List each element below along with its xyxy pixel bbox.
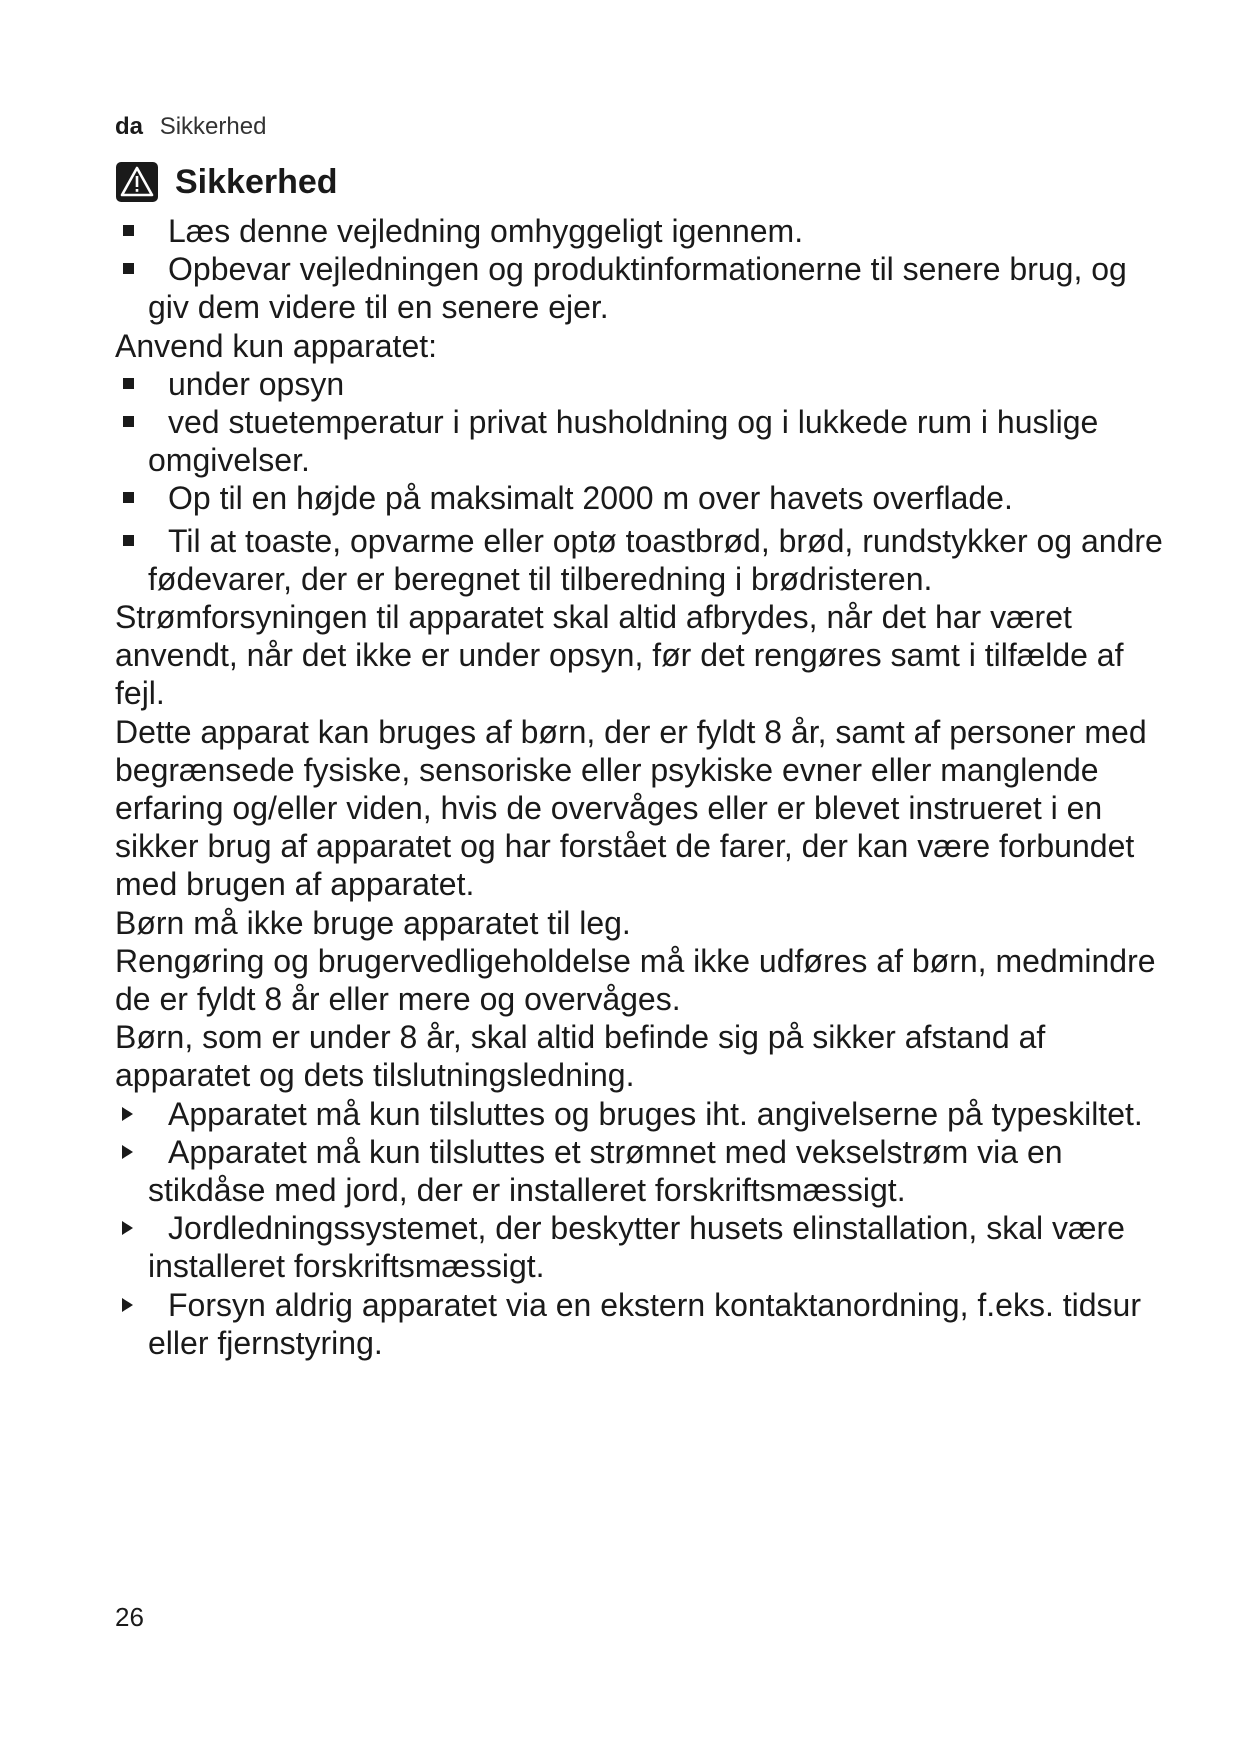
list-item-text: under opsyn <box>168 365 345 402</box>
list-item <box>115 250 1165 326</box>
list-item-text: ved stuetemperatur i privat husholdning og i lukkede rum i huslige omgivelser. <box>148 404 1099 479</box>
arrow-right-icon <box>122 1221 133 1235</box>
list-item <box>115 403 1165 479</box>
list-item <box>115 479 1165 517</box>
list-item-text: Op til en højde på maksimalt 2000 m over havets overflade. <box>168 480 1013 517</box>
square-bullet-icon <box>123 225 134 236</box>
paragraph: Børn må ikke bruge apparatet til leg. <box>115 904 631 941</box>
paragraph: Rengøring og brugervedligeholdelse må ikke udføres af børn, medmindre de er fyldt 8 år eller mere og overvåges. <box>115 942 1156 1018</box>
page-title: Sikkerhed <box>175 163 338 201</box>
paragraph: Anvend kun apparatet: <box>115 327 438 364</box>
warning-triangle-icon <box>115 161 159 203</box>
action-item-text: Apparatet må kun tilsluttes et strømnet med vekselstrøm via en stikdåse med jord, der er installeret forskriftsmæssigt. <box>148 1133 1063 1209</box>
square-bullet-icon <box>123 535 134 546</box>
paragraph: Børn, som er under 8 år, skal altid befinde sig på sikker afstand af apparatet og dets tilslutningsledning. <box>115 1019 1046 1094</box>
paragraph: Strømforsyningen til apparatet skal altid afbrydes, når det har været anvendt, når det ikke er under opsyn, før det rengøres samt i tilfælde af fejl. <box>115 599 1124 712</box>
action-item-text: Apparatet må kun tilsluttes og bruges iht. angivelserne på typeskiltet. <box>168 1095 1143 1132</box>
action-item-text: Jordledningssystemet, der beskytter husets elinstallation, skal være installeret forskriftsmæssigt. <box>148 1210 1125 1285</box>
section-heading <box>115 160 338 204</box>
arrow-right-icon <box>122 1145 133 1159</box>
list-item-text: Til at toaste, opvarme eller optø toastbrød, brød, rundstykker og andre fødevarer, der er beregnet til tilberedning i brødristeren. <box>148 522 1163 597</box>
arrow-right-icon <box>122 1107 133 1121</box>
section-name: Sikkerhed <box>159 113 267 140</box>
list-item <box>115 365 1165 403</box>
action-item <box>115 1286 1165 1362</box>
paragraph: Dette apparat kan bruges af børn, der er fyldt 8 år, samt af personer med begrænsede fysiske, sensoriske eller psykiske evner eller manglende erfaring og/eller viden, hvis de overvåges eller er blevet instrueret i en sikker brug af apparatet og har forstået de farer, der kan være forbundet med brugen af apparatet. <box>115 713 1147 903</box>
action-item-text: Forsyn aldrig apparatet via en ekstern kontaktanordning, f.eks. tidsur eller fjernstyring. <box>148 1286 1141 1361</box>
square-bullet-icon <box>123 416 134 427</box>
square-bullet-icon <box>123 263 134 274</box>
list-item <box>115 522 1165 598</box>
action-item <box>115 1209 1165 1285</box>
square-bullet-icon <box>123 378 134 389</box>
safety-content <box>115 212 1165 1362</box>
list-item-text: Opbevar vejledningen og produktinformationerne til senere brug, og giv dem videre til en senere ejer. <box>148 251 1127 326</box>
action-item <box>115 1133 1165 1209</box>
list-item-text: Læs denne vejledning omhyggeligt igennem. <box>168 213 804 249</box>
language-code: da <box>115 113 144 140</box>
action-item <box>115 1095 1165 1133</box>
running-header <box>115 113 266 141</box>
list-item <box>115 212 1165 250</box>
arrow-right-icon <box>122 1298 133 1312</box>
page-number: 26 <box>115 1602 144 1632</box>
square-bullet-icon <box>123 492 134 503</box>
